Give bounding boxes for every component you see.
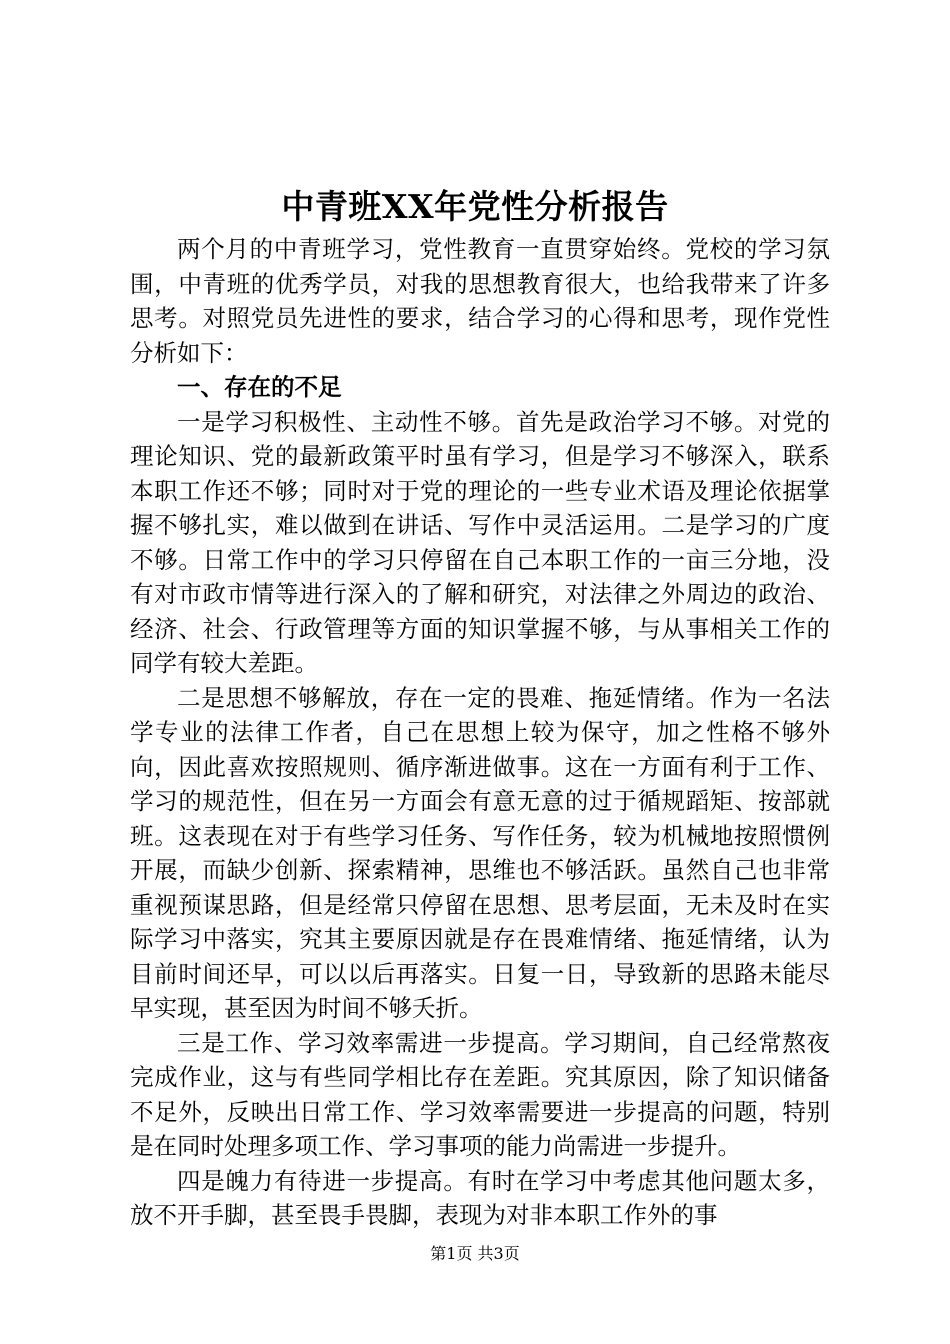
body-paragraph: 四是魄力有待进一步提高。有时在学习中考虑其他问题太多，放不开手脚，甚至畏手畏脚，表现为对非本职工作外的事 xyxy=(130,1166,830,1229)
body-paragraph: 二是思想不够解放，存在一定的畏难、拖延情绪。作为一名法学专业的法律工作者，自己在思想上较为保守，加之性格不够外向，因此喜欢按照规则、循序渐进做事。这在一方面有利于工作、学习的规范性，但在另一方面会有意无意的过于循规蹈矩、按部就班。这表现在对于有些学习任务、写作任务，较为机械地按照惯例开展，而缺少创新、探索精神，思维也不够活跃。虽然自己也非常重视预谋思路，但是经常只停留在思想、思考层面，无未及时在实际学习中落实，究其主要原因就是存在畏难情绪、拖延情绪，认为目前时间还早，可以以后再落实。日复一日，导致新的思路未能尽早实现，甚至因为时间不够夭折。 xyxy=(130,683,830,1022)
body-paragraph: 三是工作、学习效率需进一步提高。学习期间，自己经常熬夜完成作业，这与有些同学相比存在差距。究其原因，除了知识储备不足外，反映出日常工作、学习效率需要进一步提高的问题，特别是在同时处理多项工作、学习事项的能力尚需进一步提升。 xyxy=(130,1028,830,1160)
body-paragraph: 一是学习积极性、主动性不够。首先是政治学习不够。对党的理论知识、党的最新政策平时虽有学习，但是学习不够深入，联系本职工作还不够；同时对于党的理论的一些专业术语及理论依据掌握不够扎实，难以做到在讲话、写作中灵活运用。二是学习的广度不够。日常工作中的学习只停留在自己本职工作的一亩三分地，没有对市政市情等进行深入的了解和研究，对法律之外周边的政治、经济、社会、行政管理等方面的知识掌握不够，与从事相关工作的同学有较大差距。 xyxy=(130,407,830,677)
section-heading: 一、存在的不足 xyxy=(177,373,342,401)
document-body xyxy=(130,232,830,1233)
intro-paragraph: 两个月的中青班学习，党性教育一直贯穿始终。党校的学习氛围，中青班的优秀学员，对我的思想教育很大，也给我带来了许多思考。对照党员先进性的要求，结合学习的心得和思考，现作党性分析如下： xyxy=(130,235,830,367)
page-footer: 第1页 共3页 xyxy=(430,1244,520,1263)
document-title: 中青班XX年党性分析报告 xyxy=(281,187,669,226)
